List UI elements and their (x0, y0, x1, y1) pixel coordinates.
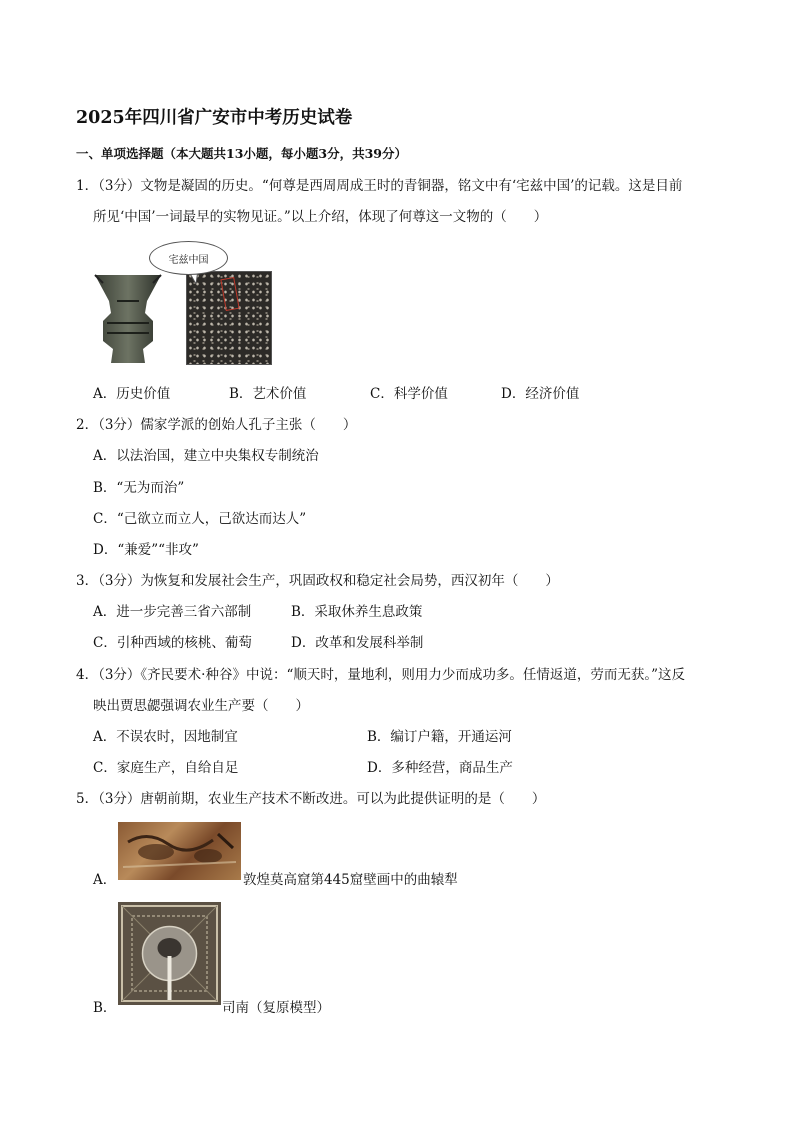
q4-option-c[interactable]: C．家庭生产，自给自足 (93, 760, 239, 776)
q3-stem: 3．（3分）为恢复和发展社会生产，巩固政权和稳定社会局势，西汉初年（ ） (76, 573, 559, 589)
q1-options (93, 382, 579, 402)
q5-option-a-letter[interactable]: A． (93, 872, 117, 888)
q1-option-d[interactable]: D．经济价值 (501, 386, 580, 402)
q2-option-d[interactable]: D．“兼爱”“非攻” (93, 542, 199, 558)
q1-stem-line1: 1．（3分）文物是凝固的历史。“何尊是西周周成王时的青铜器，铭文中有‘宅兹中国’的记载。这是目前 (76, 178, 683, 194)
q5-stem: 5．（3分）唐朝前期，农业生产技术不断改进。可以为此提供证明的是（ ） (76, 791, 546, 807)
q3-options-row2 (93, 631, 423, 651)
inscription-highlight (220, 277, 239, 311)
q5-option-b-letter[interactable]: B． (93, 1000, 117, 1016)
q5-option-a-text[interactable]: 敦煌莫高窟第445窟壁画中的曲辕犁 (243, 872, 458, 888)
q4-options-row1 (93, 725, 512, 745)
q4-option-a[interactable]: A．不误农时，因地制宜 (93, 729, 238, 745)
q1-stem-line2: 所见‘中国’一词最早的实物见证。”以上介绍，体现了何尊这一文物的（ ） (93, 209, 548, 225)
q3-option-d[interactable]: D．改革和发展科举制 (291, 635, 424, 651)
q3-options-row1 (93, 600, 422, 620)
q4-stem-line2: 映出贾思勰强调农业生产要（ ） (93, 698, 309, 714)
sinan-compass-image (118, 902, 221, 1005)
q3-option-a[interactable]: A．进一步完善三省六部制 (93, 604, 252, 620)
section-heading: 一、单项选择题（本大题共13小题，每小题3分，共39分） (76, 146, 407, 161)
speech-bubble: 宅兹中国 (149, 241, 228, 275)
q2-option-b[interactable]: B．“无为而治” (93, 480, 185, 496)
q4-option-d[interactable]: D．多种经营，商品生产 (367, 760, 513, 776)
q1-option-b[interactable]: B．艺术价值 (229, 386, 307, 402)
q5-option-b-text[interactable]: 司南（复原模型） (222, 1000, 330, 1016)
page-title: 2025年四川省广安市中考历史试卷 (76, 108, 353, 128)
mural-plow-image (118, 822, 241, 880)
q4-stem-line1: 4．（3分）《齐民要术·种谷》中说：“顺天时，量地利，则用力少而成功多。任情返道，劳而无获。”这反 (76, 667, 686, 683)
q4-options-row2 (93, 756, 513, 776)
q4-option-b[interactable]: B．编订户籍，开通运河 (367, 729, 512, 745)
q1-option-c[interactable]: C．科学价值 (370, 386, 448, 402)
q2-option-c[interactable]: C．“己欲立而立人，己欲达而达人” (93, 511, 307, 527)
q3-option-b[interactable]: B．采取休养生息政策 (291, 604, 423, 620)
q1-option-a[interactable]: A．历史价值 (93, 386, 171, 402)
he-zun-vessel-image (93, 271, 163, 366)
q3-option-c[interactable]: C．引种西域的核桃、葡萄 (93, 635, 252, 651)
q2-option-a[interactable]: A．以法治国，建立中央集权专制统治 (93, 448, 319, 464)
q2-stem: 2．（3分）儒家学派的创始人孔子主张（ ） (76, 417, 357, 433)
inscription-rubbing-image (186, 271, 272, 365)
